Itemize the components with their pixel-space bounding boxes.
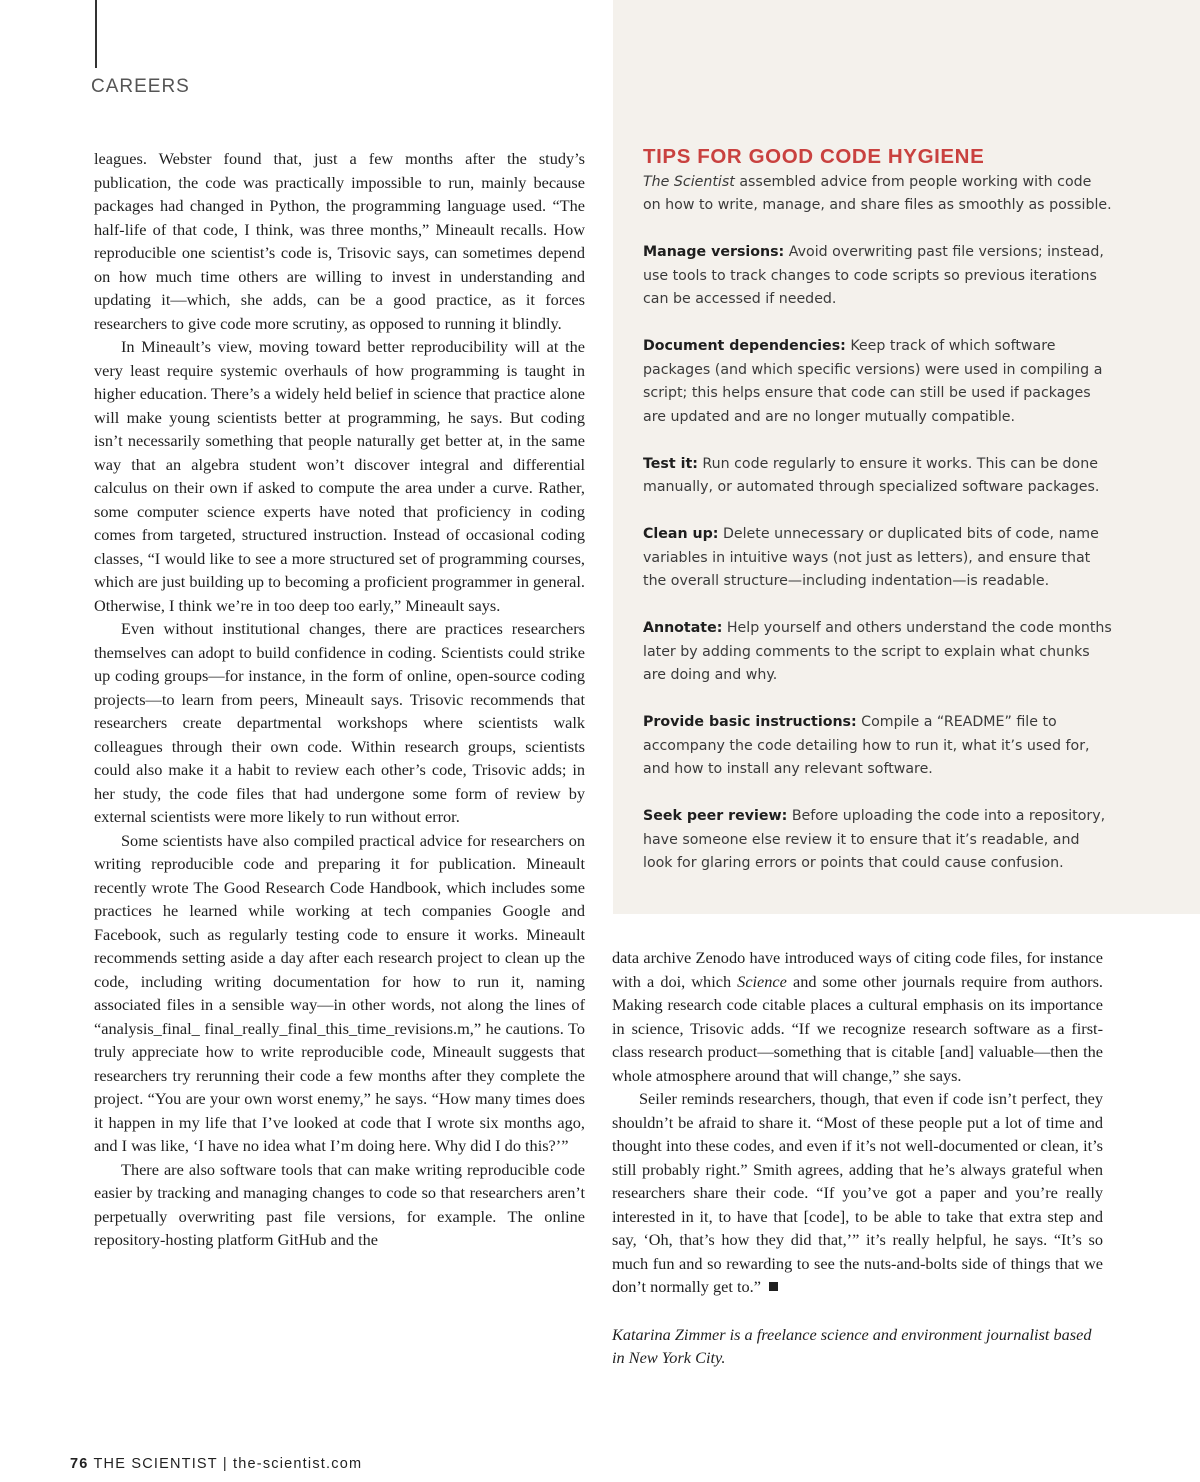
tip-item [643, 523, 1113, 594]
tip-text: Before uploading the code into a repository, have someone else review it to ensure that it’s readable, and look for glaring errors or points that could cause confusion. [643, 808, 1106, 871]
sidebar-title: TIPS FOR GOOD CODE HYGIENE [643, 145, 985, 168]
tip-item [643, 805, 1113, 876]
body-paragraph: Even without institutional changes, there are practices researchers themselves can adopt to build confidence in coding. Scientists could strike up coding groups—for instance, in the form of online, open-source coding projects—to learn from peers, Mineault says. Trisovic recommends that researchers create departmental workshops where scientists walk colleagues through their own code. Within research groups, scientists could also make it a habit to review each other’s code, Trisovic adds; in her study, the code files that had undergone some form of review by external scientists were more likely to run without error. [94, 619, 585, 826]
footer-separator: | [222, 1456, 228, 1472]
header-rule [95, 0, 97, 68]
tip-text: Run code regularly to ensure it works. This can be done manually, or automated through specialized software packages. [643, 455, 1100, 495]
tip-label: Seek peer review: [643, 808, 788, 824]
tip-item [643, 711, 1113, 782]
page-footer [70, 1456, 362, 1472]
left-column [94, 147, 585, 1252]
tips-sidebar [613, 0, 1200, 914]
tip-label: Document dependencies: [643, 338, 846, 354]
body-paragraph: leagues. Webster found that, just a few months after the study’s publication, the code was practically impossible to run, mainly because packages had changed in Python, the programming language used. “The half-life of that code, I think, was three months,” Mineault recalls. How reproducible one scientist’s code is, Trisovic says, can sometimes depend on how much time others are willing to invest in understanding and updating it—which, she adds, can be a good practice, as it forces researchers to give code more scrutiny, as opposed to running it blindly. [94, 149, 585, 333]
tip-text: Keep track of which software packages (and which specific versions) were used in compiling a script; this helps ensure that code can still be used if packages are updated and are no longer mutually compatible. [643, 338, 1103, 425]
tip-text: Help yourself and others understand the code months later by adding comments to the script to explain what chunks are doing and why. [643, 620, 1112, 683]
website-link[interactable]: the-scientist.com [233, 1456, 363, 1472]
body-text: and some other journals require from authors. Making research code citable places a cultural emphasis on its importance in science, Trisovic adds. “If we recognize research software as a first-class research product—something that is citable [and] valuable—then the whole atmosphere around that will change,” she says. [612, 971, 1103, 1085]
sidebar-intro-text: assembled advice from people working with code on how to write, manage, and share files as smoothly as possible. [643, 173, 1112, 213]
tip-label: Annotate: [643, 620, 723, 636]
tip-text: Delete unnecessary or duplicated bits of code, name variables in intuitive ways (not just as letters), and ensure that the overall structure—including indentation—is readable. [643, 526, 1099, 589]
body-paragraph [612, 946, 1103, 1087]
tip-item [643, 241, 1113, 312]
tip-label: Test it: [643, 455, 698, 472]
publication-name: The Scientist [643, 173, 735, 190]
tip-label: Provide basic instructions: [643, 714, 857, 730]
end-of-article-mark [769, 1282, 778, 1291]
body-text: Seiler reminds researchers, though, that even if code isn’t perfect, they shouldn’t be afraid to share it. “Most of these people put a lot of time and thought into these codes, and even if it’s not well-documented or clean, it’s still probably right.” Smith agrees, adding that he’s always grateful when researchers share their code. “If you’ve got a paper and you’re really interested in it, to have that [code], to be able to take that extra step and say, ‘Oh, that’s how they did that,’” it’s really helpful, he says. “It’s so much fun and so rewarding to see the nuts-and-bolts side of things that we don’t normally get to.” [612, 1089, 1103, 1296]
tip-label: Clean up: [643, 526, 719, 542]
page-number: 76 [70, 1456, 89, 1472]
body-paragraph: There are also software tools that can make writing reproducible code easier by tracking and managing changes to code so that researchers aren’t perpetually overwriting past file versions, for example. The online repository-hosting platform GitHub and the [94, 1159, 585, 1249]
tip-text: Compile a “README” file to accompany the code detailing how to run it, what it’s used for, and how to install any relevant software. [643, 714, 1090, 777]
tip-text: Avoid overwriting past file versions; instead, use tools to track changes to code scripts so previous iterations can be accessed if needed. [643, 244, 1104, 307]
sidebar-intro [643, 171, 1113, 218]
journal-name: Science [737, 971, 787, 991]
section-label: CAREERS [91, 76, 190, 97]
tip-label: Manage versions: [643, 244, 785, 260]
tip-item [643, 453, 1113, 500]
tip-item [643, 335, 1113, 429]
author-byline: Katarina Zimmer is a freelance science and environment journalist based in New York City. [612, 1324, 1092, 1367]
body-paragraph: Some scientists have also compiled practical advice for researchers on writing reproducible code and preparing it for publication. Mineault recently wrote The Good Research Code Handbook, which includes some practices he learned while working at tech companies Google and Facebook, such as regularly testing code to ensure it works. Mineault recommends setting aside a day after each research project to clean up the code, including writing documentation for how to run it, naming associated files in a sensible way—in other words, not along the lines of “analysis_final_ final_really_final_this_time_revisions.m,” he cautions. To truly appreciate how to write reproducible code, Mineault suggests that researchers try rerunning their code a few months after they complete the project. “You are your own worst enemy,” he says. “How many times does it happen in my life that I’ve looked at code that I wrote six months ago, and I was like, ‘I have no idea what I’m doing here. Why did I do this?’” [94, 830, 585, 1155]
body-paragraph [612, 1087, 1103, 1299]
right-column [612, 946, 1103, 1370]
tip-item [643, 617, 1113, 688]
body-paragraph: In Mineault’s view, moving toward better reproducibility will at the very least require systemic overhauls of how programming is taught in higher education. There’s a widely held belief in science that practice alone will make young scientists better at programming, he says. But coding isn’t necessarily something that people naturally get better at, in the same way that an algebra student won’t discover integral and differential calculus on their own if asked to compute the area under a curve. Rather, some computer science experts have noted that proficiency in coding comes from targeted, structured instruction. Instead of occasional coding classes, “I would like to see a more structured set of programming courses, which are just building up to becoming a proficient programmer in general. Otherwise, I think we’re in too deep too early,” Mineault says. [94, 337, 586, 615]
publication-title: THE SCIENTIST [93, 1456, 218, 1472]
body-text: data archive Zenodo have introduced ways of citing code files, for instance with a doi, which [612, 948, 1103, 991]
